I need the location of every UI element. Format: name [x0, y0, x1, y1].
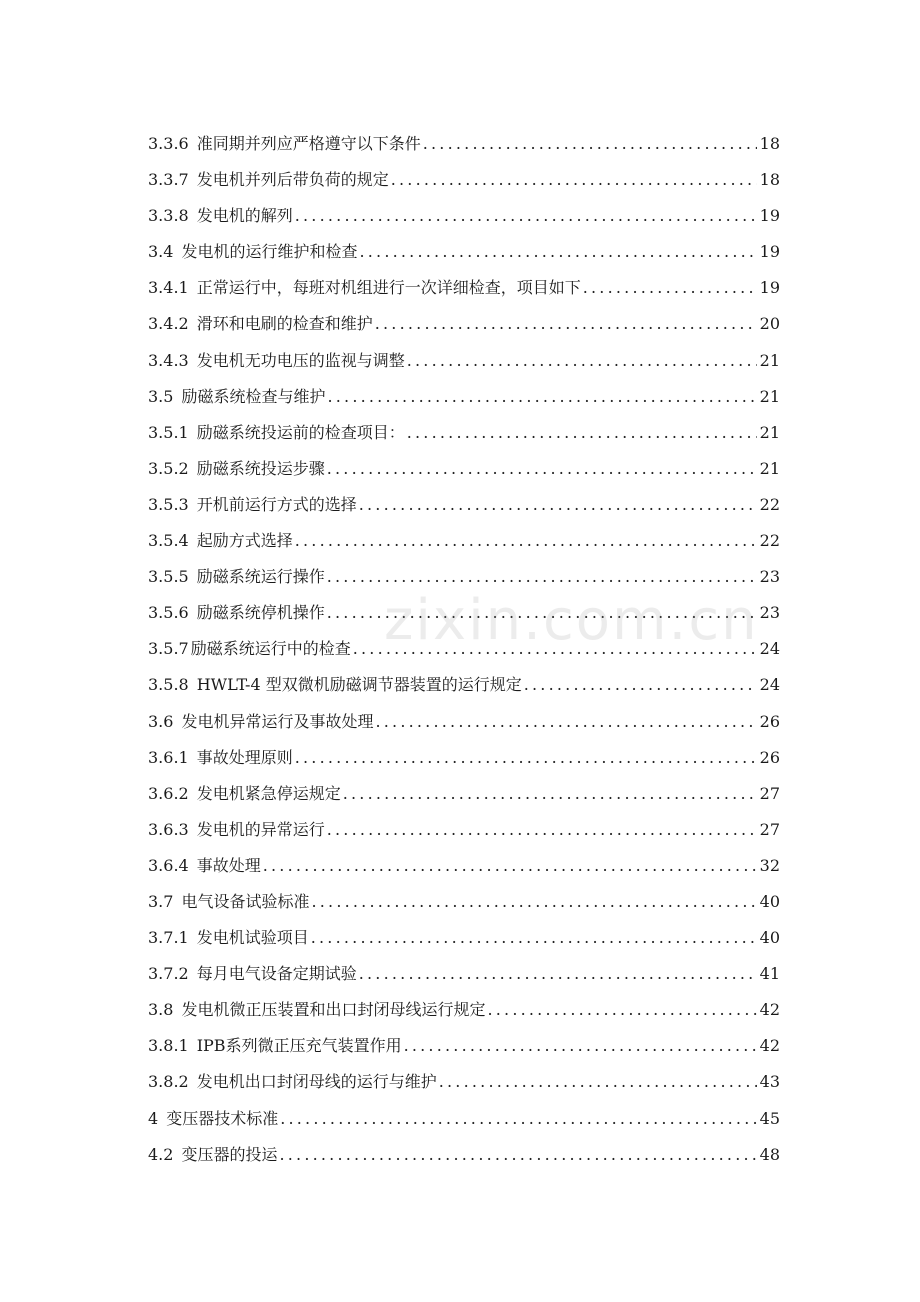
toc-entry-title: 滑环和电刷的检查和维护: [196, 314, 373, 334]
toc-entry-number: 3.3.8: [148, 206, 189, 226]
toc-entry-page: 42: [759, 1000, 780, 1020]
toc-entry-page: 19: [759, 242, 780, 262]
toc-entry-number: 3.6: [148, 711, 174, 731]
toc-entry-number: 3.5.3: [148, 494, 189, 514]
toc-entry[interactable]: [148, 451, 780, 487]
toc-entry-page: 22: [759, 494, 780, 514]
toc-leader-dots: [263, 848, 757, 884]
toc-entry-page: 18: [759, 170, 780, 190]
toc-entry-title: 励磁系统投运步骤: [196, 458, 325, 478]
toc-entry-title: 发电机出口封闭母线的运行与维护: [196, 1072, 437, 1092]
toc-leader-dots: [375, 306, 757, 342]
toc-entry[interactable]: [148, 379, 780, 415]
toc-entry-number: 3.6.1: [148, 747, 189, 767]
toc-entry-title: 发电机并列后带负荷的规定: [196, 170, 389, 190]
toc-entry-number: 3.5.1: [148, 422, 189, 442]
toc-entry[interactable]: [148, 198, 780, 234]
toc-leader-dots: [407, 343, 757, 379]
toc-entry[interactable]: [148, 234, 780, 270]
toc-entry[interactable]: [148, 740, 780, 776]
toc-entry-number: 3.6.4: [148, 855, 189, 875]
toc-leader-dots: [359, 487, 757, 523]
toc-entry-title: 发电机微正压装置和出口封闭母线运行规定: [181, 1000, 486, 1020]
toc-entry[interactable]: [148, 848, 780, 884]
toc-leader-dots: [311, 884, 756, 920]
toc-entry-number: 3.5.8: [148, 675, 189, 695]
toc-entry-page: 18: [759, 134, 780, 153]
toc-leader-dots: [295, 523, 757, 559]
toc-entry-number: 3.4.3: [148, 350, 189, 370]
toc-entry-number: 3.5.2: [148, 458, 189, 478]
toc-entry[interactable]: [148, 667, 780, 703]
toc-leader-dots: [280, 1101, 756, 1137]
toc-entry-page: 21: [759, 386, 780, 406]
toc-entry-number: 3.6.3: [148, 819, 189, 839]
toc-entry-page: 43: [759, 1072, 780, 1092]
toc-entry-number: 3.3.7: [148, 170, 189, 190]
toc-entry[interactable]: [148, 595, 780, 631]
toc-entry-number: 3.8: [148, 1000, 174, 1020]
toc-entry-title: 励磁系统运行中的检查: [190, 639, 351, 659]
toc-entry-page: 40: [759, 928, 780, 948]
toc-entry-number: 3.5.6: [148, 603, 189, 623]
toc-entry-title: 发电机的异常运行: [196, 819, 325, 839]
toc-entry-title: 发电机异常运行及事故处理: [181, 711, 374, 731]
toc-entry-page: 27: [759, 819, 780, 839]
toc-entry[interactable]: [148, 1101, 780, 1137]
toc-entry[interactable]: [148, 1137, 780, 1173]
toc-entry-page: 23: [759, 603, 780, 623]
toc-leader-dots: [327, 379, 756, 415]
toc-entry-page: 19: [759, 206, 780, 226]
toc-leader-dots: [279, 1137, 756, 1173]
toc-entry-title: IPB系列微正压充气装置作用: [196, 1036, 402, 1056]
toc-leader-dots: [311, 920, 757, 956]
toc-entry-title: 每月电气设备定期试验: [196, 964, 357, 984]
toc-entry[interactable]: [148, 776, 780, 812]
toc-leader-dots: [295, 198, 757, 234]
toc-entry[interactable]: [148, 270, 780, 306]
toc-entry-title: 变压器技术标准: [166, 1108, 279, 1128]
toc-leader-dots: [524, 667, 757, 703]
toc-entry[interactable]: [148, 884, 780, 920]
toc-entry-title: 发电机无功电压的监视与调整: [196, 350, 405, 370]
toc-entry-number: 3.7.1: [148, 928, 189, 948]
toc-entry-number: 3.8.1: [148, 1036, 189, 1056]
toc-leader-dots: [375, 704, 756, 740]
toc-entry-page: 24: [759, 639, 780, 659]
toc-entry-title: 励磁系统停机操作: [196, 603, 325, 623]
toc-entry[interactable]: [148, 1064, 780, 1100]
toc-leader-dots: [327, 559, 757, 595]
toc-leader-dots: [407, 415, 757, 451]
toc-entry-title: 正常运行中，每班对机组进行一次详细检查，项目如下: [196, 278, 581, 298]
toc-entry[interactable]: [148, 343, 780, 379]
toc-entry-page: 21: [759, 350, 780, 370]
toc-entry-page: 24: [759, 675, 780, 695]
toc-leader-dots: [295, 740, 757, 776]
toc-entry[interactable]: [148, 559, 780, 595]
toc-leader-dots: [327, 812, 757, 848]
toc-entry-page: 20: [759, 314, 780, 334]
toc-entry-title: 励磁系统投运前的检查项目：: [196, 422, 405, 442]
toc-entry-title: 励磁系统运行操作: [196, 567, 325, 587]
toc-entry-number: 3.8.2: [148, 1072, 189, 1092]
toc-leader-dots: [353, 631, 757, 667]
toc-entry[interactable]: [148, 704, 780, 740]
toc-entry[interactable]: [148, 956, 780, 992]
toc-entry-number: 3.6.2: [148, 783, 189, 803]
toc-entry-number: 3.7: [148, 891, 174, 911]
toc-entry-number: 3.5.7: [148, 639, 189, 659]
toc-entry-title: 发电机紧急停运规定: [196, 783, 341, 803]
toc-entry[interactable]: [148, 920, 780, 956]
toc-entry-number: 3.7.2: [148, 964, 189, 984]
toc-entry-number: 3.5.5: [148, 567, 189, 587]
toc-entry-page: 32: [759, 855, 780, 875]
toc-entry-title: 发电机试验项目: [196, 928, 309, 948]
toc-entry-page: 48: [759, 1144, 780, 1164]
toc-entry-page: 27: [759, 783, 780, 803]
toc-entry[interactable]: [148, 631, 780, 667]
toc-leader-dots: [439, 1064, 757, 1100]
toc-leader-dots: [343, 776, 757, 812]
toc-entry-number: 4.2: [148, 1144, 174, 1164]
toc-entry-number: 3.3.6: [148, 134, 189, 153]
table-of-contents: [148, 126, 780, 1173]
toc-entry-page: 41: [759, 964, 780, 984]
toc-entry-title: 变压器的投运: [181, 1144, 278, 1164]
toc-entry-number: 3.4.2: [148, 314, 189, 334]
toc-leader-dots: [359, 956, 757, 992]
toc-entry-title: 发电机的运行维护和检查: [181, 242, 358, 262]
toc-entry-page: 23: [759, 567, 780, 587]
toc-entry-page: 26: [759, 711, 780, 731]
toc-entry-title: 准同期并列应严格遵守以下条件: [196, 134, 421, 153]
watermark: zixin.com.cn: [384, 588, 759, 653]
toc-entry-title: 励磁系统检查与维护: [181, 386, 326, 406]
toc-entry-number: 4: [148, 1108, 159, 1128]
toc-entry-title: 发电机的解列: [196, 206, 293, 226]
toc-leader-dots: [391, 162, 757, 198]
toc-entry[interactable]: [148, 162, 780, 198]
toc-entry-page: 21: [759, 458, 780, 478]
toc-entry[interactable]: [148, 812, 780, 848]
toc-entry[interactable]: [148, 415, 780, 451]
toc-leader-dots: [487, 992, 756, 1028]
toc-leader-dots: [423, 126, 757, 162]
toc-entry-number: 3.5: [148, 386, 174, 406]
toc-entry-number: 3.5.4: [148, 531, 189, 551]
toc-entry-number: 3.4: [148, 242, 174, 262]
toc-entry-page: 26: [759, 747, 780, 767]
toc-entry-page: 22: [759, 531, 780, 551]
toc-leader-dots: [327, 595, 757, 631]
toc-entry-title: 起励方式选择: [196, 531, 293, 551]
toc-entry[interactable]: [148, 992, 780, 1028]
toc-entry[interactable]: [148, 1028, 780, 1064]
toc-entry-title: HWLT-4 型双微机励磁调节器装置的运行规定: [196, 675, 522, 695]
toc-entry-number: 3.4.1: [148, 278, 189, 298]
toc-leader-dots: [404, 1028, 757, 1064]
toc-leader-dots: [359, 234, 756, 270]
toc-entry-title: 事故处理原则: [196, 747, 293, 767]
toc-entry-title: 开机前运行方式的选择: [196, 494, 357, 514]
toc-entry[interactable]: [148, 126, 780, 162]
toc-entry[interactable]: [148, 487, 780, 523]
toc-entry[interactable]: [148, 306, 780, 342]
toc-entry-page: 19: [759, 278, 780, 298]
toc-entry-title: 电气设备试验标准: [181, 891, 310, 911]
toc-leader-dots: [583, 270, 757, 306]
toc-entry-title: 事故处理: [196, 855, 261, 875]
toc-leader-dots: [327, 451, 757, 487]
toc-entry[interactable]: [148, 523, 780, 559]
toc-entry-page: 21: [759, 422, 780, 442]
toc-entry-page: 45: [759, 1108, 780, 1128]
toc-entry-page: 40: [759, 891, 780, 911]
toc-entry-page: 42: [759, 1036, 780, 1056]
